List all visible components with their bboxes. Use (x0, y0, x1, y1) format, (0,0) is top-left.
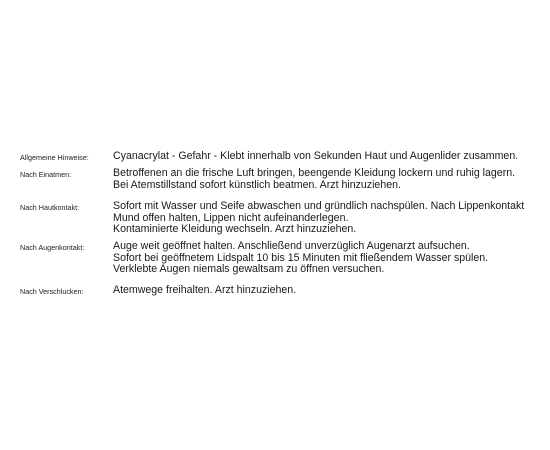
entry-text-line: Kontaminierte Kleidung wechseln. Arzt hinzuziehen. (113, 223, 357, 236)
entry-text-line: Sofort mit Wasser und Seife abwaschen und gründlich nachspülen. Nach Lippenkontakt (113, 200, 525, 212)
entry-text-line: Cyanacrylat - Gefahr - Klebt innerhalb von Sekunden Haut und Augenlider zusammen. (113, 150, 519, 162)
entry-text-line: Betroffenen an die frische Luft bringen, beengende Kleidung lockern und ruhig lagern. (113, 167, 516, 179)
entry-text-line: Atemwege freihalten. Arzt hinzuziehen. (113, 284, 297, 296)
entry-label: Nach Hautkontakt: (20, 203, 80, 212)
entry-text (113, 151, 543, 163)
entry-text-line: Auge weit geöffnet halten. Anschließend unverzüglich Augenarzt aufsuchen. (113, 240, 470, 252)
entry-text-line: Sofort bei geöffnetem Lidspalt 10 bis 15 Minuten mit fließendem Wasser spülen. (113, 251, 489, 264)
entry-text (113, 168, 543, 191)
entry-text-line: Verklebte Augen niemals gewaltsam zu öffnen versuchen. (113, 263, 385, 276)
entry-label: Nach Augenkontakt: (20, 243, 85, 252)
entry-label: Nach Einatmen: (20, 170, 72, 179)
entry-label: Nach Verschlucken: (20, 287, 84, 296)
entry-text-line: Bei Atemstillstand sofort künstlich beatmen. Arzt hinzuziehen. (113, 178, 401, 191)
entry-text (113, 241, 543, 276)
entry-text-line: Mund offen halten, Lippen nicht aufeinanderlegen. (113, 211, 349, 224)
entry-text (113, 285, 543, 297)
entry-text (113, 201, 543, 236)
entry-label: Allgemeine Hinweise: (20, 153, 89, 162)
